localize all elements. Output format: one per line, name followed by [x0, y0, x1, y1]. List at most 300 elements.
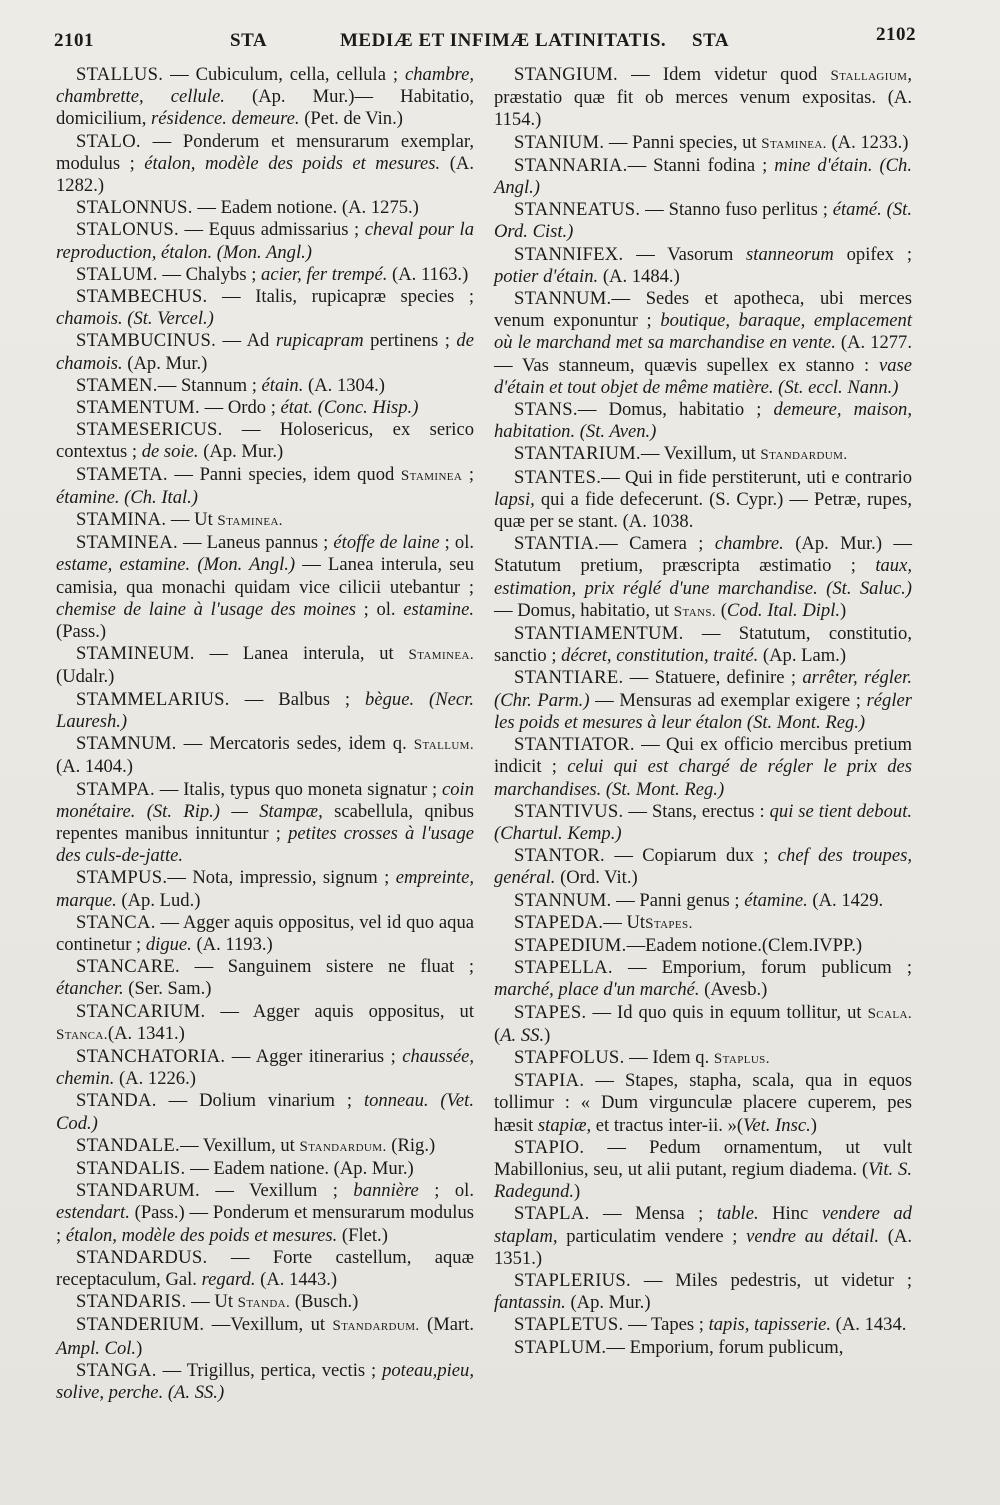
- french-gloss: arrêter, régler. (Chr. Parm.): [494, 667, 912, 711]
- headword: STANNEATUS.: [514, 199, 641, 221]
- french-gloss: mine d'étain. (Ch. Angl.): [494, 154, 912, 199]
- french-gloss: décret, constitution, traité.: [561, 645, 759, 667]
- definition-text: (Ap. Mur.)— Habitatio, domicilium,: [56, 86, 475, 130]
- cross-reference: Standardum.: [299, 1138, 387, 1155]
- french-gloss: digue.: [145, 933, 192, 955]
- definition-text: — Ponderum et mensurarum exemplar, modulus ;: [56, 130, 474, 174]
- headword: STAMINA.: [76, 509, 167, 531]
- french-gloss: vase d'étain et tout objet de même matière. (St. eccl. Nann.): [494, 354, 912, 398]
- headword: STAPES.: [514, 1001, 587, 1023]
- headword: STANGA.: [76, 1359, 157, 1381]
- headword: STANNUM.: [514, 889, 612, 911]
- definition-text: — Idem q.: [624, 1046, 714, 1068]
- french-gloss: acier, fer trempé.: [261, 263, 388, 285]
- french-gloss: Cod. Ital. Dipl.: [726, 599, 841, 621]
- headword: STANTIARE.: [514, 667, 624, 689]
- cross-reference: Stallagium: [830, 68, 908, 84]
- dictionary-entry: [494, 64, 912, 132]
- definition-text: — Mensa ;: [589, 1203, 717, 1225]
- french-gloss: chambre, chambrette, cellule.: [56, 64, 474, 108]
- dictionary-entry: [56, 375, 474, 397]
- french-gloss: tonneau. (Vet. Cod.): [56, 1090, 474, 1134]
- french-gloss: régler les poids et mesures à leur étalon (St. Mont. Reg.): [494, 689, 912, 733]
- dictionary-entry: [494, 912, 912, 935]
- definition-text: ; ol.: [439, 532, 475, 554]
- definition-text: (A. 1484.): [598, 265, 680, 287]
- dictionary-entry: [494, 288, 912, 399]
- french-gloss: vendere ad staplam,: [494, 1203, 912, 1247]
- definition-text: — Stannum ;: [157, 374, 262, 396]
- headword: STAMENTUM.: [76, 397, 200, 419]
- cross-reference: Staminea: [400, 467, 463, 484]
- definition-text: (A. 1304.): [303, 374, 385, 396]
- headword: STALLUS.: [76, 64, 164, 85]
- definition-text: — Pedum ornamentum, ut vult Mabillonius, seu, ut alii putant, regium diadema. (: [494, 1136, 912, 1180]
- definition-text: (: [494, 1024, 501, 1046]
- dictionary-entry: [56, 532, 474, 643]
- definition-text: — Dolium vinarium ;: [156, 1090, 364, 1112]
- headword: STANIUM.: [514, 131, 605, 153]
- definition-text: — Laneus pannus ;: [177, 532, 334, 554]
- definition-text: — Stanni fodina ;: [627, 154, 775, 176]
- definition-text: — Copiarum dux ;: [604, 845, 778, 867]
- definition-text: ): [544, 1024, 551, 1046]
- headword: STANTIATOR.: [514, 734, 635, 756]
- dictionary-entry: [494, 1337, 912, 1359]
- french-gloss: étamine. (Ch. Ital.): [56, 486, 199, 508]
- cross-reference: Staminea.: [761, 135, 827, 152]
- dictionary-entry: [494, 1270, 912, 1314]
- headword: STANCARE.: [76, 956, 181, 978]
- headword: STANNARIA.: [514, 154, 628, 176]
- french-gloss: chamois. (St. Vercel.): [56, 308, 214, 330]
- french-gloss: potier d'étain.: [494, 265, 599, 287]
- french-gloss: estamine.: [403, 598, 474, 620]
- definition-text: — Panni species, idem quod: [167, 463, 401, 485]
- definition-text: ; ol.: [418, 1180, 474, 1202]
- definition-text: qui a fide defecerunt. (S. Cypr.) — Petræ, rupes, quæ per se stant. (A. 1038.: [494, 488, 912, 533]
- definition-text: ): [840, 599, 847, 621]
- dictionary-entry: [494, 1314, 912, 1336]
- definition-text: — Vasorum: [623, 243, 747, 265]
- definition-text: — Equus admissarius ;: [178, 219, 365, 241]
- french-gloss: regard.: [201, 1268, 256, 1290]
- dictionary-entry: [56, 464, 474, 509]
- definition-text: — Emporium, forum publicum ;: [612, 957, 912, 979]
- french-gloss: marché, place d'un marché.: [494, 979, 700, 1001]
- headword: STANDARDUS.: [76, 1246, 208, 1268]
- definition-text: — Agger aquis oppositus, ut: [205, 1000, 474, 1022]
- dictionary-entry: [494, 443, 912, 466]
- dictionary-entry: [56, 1135, 474, 1158]
- definition-text: (Ord. Vit.): [555, 867, 638, 889]
- french-gloss: boutique, baraque, emplacement où le marchand met sa marchandise en vente.: [494, 310, 912, 354]
- definition-text: —Vexillum, ut: [204, 1314, 333, 1336]
- french-gloss: empreinte, marque.: [56, 867, 474, 911]
- definition-text: — Ad: [216, 330, 276, 352]
- headword: STAMEN.: [76, 374, 158, 396]
- dictionary-entry: [56, 219, 474, 263]
- dictionary-entry: [494, 1137, 912, 1204]
- definition-text: (A. 1404.): [56, 756, 133, 778]
- definition-text: (Ap. Mur.): [565, 1292, 651, 1314]
- headword: STALO.: [76, 130, 141, 152]
- french-gloss: étoffe de laine: [333, 532, 440, 554]
- definition-text: (Busch.): [290, 1291, 359, 1313]
- dictionary-entry: [494, 667, 912, 734]
- definition-text: (Pass.): [56, 621, 107, 643]
- french-gloss: bègue. (Necr. Lauresh.): [56, 688, 474, 732]
- dictionary-entry: [56, 1360, 474, 1404]
- definition-text: (A. 1193.): [191, 933, 273, 955]
- headword: STAPEDIUM.: [514, 934, 627, 956]
- cross-reference: Stallum.: [413, 737, 474, 754]
- french-gloss: étancher.: [56, 978, 124, 1000]
- definition-text: — Balbus ;: [229, 688, 366, 710]
- definition-text: — Holosericus, ex serico contextus ;: [56, 419, 474, 463]
- dictionary-entry: [494, 623, 912, 667]
- dictionary-entry: [56, 1291, 474, 1314]
- definition-text: — Domus, habitatio, ut: [494, 599, 674, 621]
- headword: STAMPA.: [76, 778, 155, 800]
- french-gloss: stanneorum: [746, 243, 834, 265]
- definition-text: (Pet. de Vin.): [299, 108, 403, 130]
- definition-text: — Id quo quis in equum tollitur, ut: [586, 1001, 868, 1023]
- running-title: MEDIÆ ET INFIMÆ LATINITATIS.: [340, 30, 667, 51]
- headword: STAMESERICUS.: [76, 419, 223, 441]
- definition-text: — Ordo ;: [199, 397, 281, 419]
- definition-text: — Italis, typus quo moneta signatur ;: [154, 778, 442, 800]
- guide-word-left: STA: [230, 30, 268, 51]
- definition-text: — Chalybs ;: [157, 263, 262, 285]
- dictionary-entry: [56, 779, 474, 868]
- definition-text: (A. 1341.): [107, 1022, 185, 1044]
- definition-text: ;: [462, 463, 474, 485]
- definition-text: (A. 1443.): [255, 1268, 338, 1290]
- french-gloss: estame, estamine. (Mon. Angl.): [56, 554, 296, 576]
- definition-text: — Vexillum, ut: [180, 1134, 300, 1156]
- headword: STAMNUM.: [76, 733, 177, 755]
- definition-text: — Ut: [603, 911, 646, 933]
- definition-text: (Udalr.): [56, 666, 115, 688]
- headword: STANTOR.: [514, 845, 605, 867]
- french-gloss: rupicapram: [275, 330, 364, 352]
- dictionary-entry: [56, 733, 474, 778]
- french-gloss: petites crosses à l'usage des culs-de-jatte.: [56, 822, 474, 867]
- dictionary-entry: [494, 1203, 912, 1270]
- dictionary-entry: [56, 867, 474, 911]
- cross-reference: Staminea.: [217, 513, 283, 530]
- dictionary-entry: [56, 912, 474, 956]
- headword: STANDALE.: [76, 1134, 180, 1156]
- headword: STALONUS.: [76, 219, 179, 241]
- definition-text: scabellula, qnibus repentes manibus innituntur ;: [56, 800, 475, 844]
- dictionary-entry: [56, 286, 474, 330]
- definition-text: Hinc: [758, 1203, 822, 1225]
- definition-text: — Stanno fuso perlitus ;: [640, 199, 833, 221]
- definition-text: — Vexillum, ut: [640, 443, 761, 465]
- dictionary-entry: [56, 419, 474, 463]
- french-gloss: chemise de laine à l'usage des moines: [56, 598, 356, 620]
- definition-text: — Sanguinem sistere ne fluat ;: [180, 956, 474, 978]
- dictionary-entry: [494, 734, 912, 801]
- definition-text: — Statuere, definire ;: [623, 667, 803, 689]
- page-number-right: 2102: [876, 24, 916, 45]
- headword: STANGIUM.: [514, 64, 618, 85]
- definition-text: (Rig.): [386, 1134, 436, 1156]
- headword: STANDARIS.: [76, 1291, 187, 1313]
- headword: STAMETA.: [76, 463, 168, 485]
- dictionary-entry: [56, 131, 474, 198]
- dictionary-entry: [494, 845, 912, 889]
- definition-text: (A. 1434.: [831, 1314, 907, 1336]
- definition-text: (Avesb.): [699, 979, 768, 1001]
- definition-text: ): [810, 1114, 817, 1136]
- dictionary-entry: [56, 264, 474, 286]
- cross-reference: Staplus.: [713, 1050, 770, 1067]
- definition-text: — Agger itinerarius ;: [225, 1045, 403, 1067]
- headword: STAPIO.: [514, 1136, 585, 1158]
- dictionary-entry: [56, 1247, 474, 1291]
- dictionary-entry: [56, 509, 474, 532]
- definition-text: (Ser. Sam.): [123, 978, 212, 1000]
- headword: STAPLUM.: [514, 1336, 607, 1358]
- definition-text: (Ap. Mur.) — Statutum pretium, præscripta æstimatio ;: [494, 533, 912, 577]
- french-gloss: chef des troupes, genéral.: [494, 845, 912, 889]
- french-gloss: étamé. (St. Ord. Cist.): [494, 199, 912, 243]
- definition-text: — Qui ex officio mercibus pretium indicit ;: [494, 734, 912, 778]
- french-gloss: A. SS.: [500, 1024, 545, 1046]
- definition-text: — Panni species, ut: [604, 131, 762, 153]
- definition-text: — Stapes, stapha, scala, qua in equos tollimur : « Dum virgunculæ placere cuperem, pes hæsit: [494, 1070, 912, 1136]
- dictionary-entry: [494, 890, 912, 912]
- headword: STANTIAMENTUM.: [514, 623, 684, 645]
- definition-text: — Trigillus, pertica, vectis ;: [156, 1359, 383, 1381]
- dictionary-entry: [56, 1090, 474, 1134]
- definition-text: — Mercatoris sedes, idem q.: [176, 733, 414, 755]
- definition-text: — Emporium, forum publicum,: [606, 1336, 844, 1358]
- headword: STAMINEUM.: [76, 643, 195, 665]
- definition-text: (Pass.) — Ponderum et mensurarum modulus ;: [56, 1202, 474, 1246]
- running-header: [50, 24, 916, 56]
- definition-text: (A. 1226.): [114, 1068, 196, 1090]
- french-gloss: Vet. Insc.: [743, 1114, 811, 1136]
- definition-text: ): [136, 1337, 143, 1359]
- definition-text: — Qui in fide perstiterunt, uti e contrario: [601, 466, 912, 488]
- definition-text: — Italis, rupicapræ species ;: [207, 286, 474, 308]
- headword: STANCHATORIA.: [76, 1045, 226, 1067]
- definition-text: — Domus, habitatio ;: [577, 399, 774, 421]
- definition-text: (Ap. Mur.): [198, 441, 284, 463]
- french-gloss: Ampl. Col.: [56, 1337, 137, 1359]
- dictionary-entry: [494, 244, 912, 288]
- dictionary-entry: [494, 155, 912, 199]
- french-gloss: état. (Conc. Hisp.): [280, 397, 419, 419]
- dictionary-entry: [494, 957, 912, 1001]
- definition-text: pertinens ;: [363, 330, 457, 352]
- definition-text: — Statutum, constitutio, sanctio ;: [494, 623, 912, 667]
- dictionary-entry: [56, 1158, 474, 1180]
- definition-text: (Ap. Lud.): [116, 889, 201, 911]
- headword: STAPLERIUS.: [514, 1269, 632, 1291]
- headword: STAPFOLUS.: [514, 1046, 625, 1068]
- headword: STAPELLA.: [514, 957, 613, 979]
- french-gloss: demeure, maison, habitation. (St. Aven.): [494, 399, 912, 443]
- headword: STANTIA.: [514, 533, 600, 555]
- french-gloss: coin monétaire. (St. Rip.) — Stampæ,: [56, 778, 474, 822]
- right-column: [494, 64, 912, 1359]
- definition-text: — Cubiculum, cella, cellula ;: [163, 64, 405, 85]
- definition-text: (A. 1163.): [387, 263, 469, 285]
- french-gloss: qui se tient debout. (Chartul. Kemp.): [494, 800, 913, 844]
- definition-text: (A. 1351.): [494, 1225, 912, 1269]
- headword: STAMBUCINUS.: [76, 330, 217, 352]
- definition-text: — Ut: [166, 509, 218, 531]
- definition-text: — Eadem notione. (A. 1275.): [192, 197, 419, 219]
- definition-text: ; ol.: [355, 598, 404, 620]
- definition-text: (Flet.): [337, 1224, 388, 1246]
- french-gloss: résidence. demeure.: [151, 108, 300, 130]
- definition-text: — Stans, erectus :: [623, 800, 770, 822]
- cross-reference: Standa.: [237, 1295, 291, 1312]
- definition-text: — Idem videtur quod: [618, 64, 831, 85]
- french-gloss: vendre au détail.: [746, 1225, 880, 1247]
- definition-text: — Nota, impressio, signum ;: [167, 867, 396, 889]
- definition-text: (A. 1429.: [807, 889, 884, 911]
- dictionary-entry: [56, 330, 474, 374]
- definition-text: — Lanea interula, seu camisia, qua monachi quidam vice cilicii utebantur ;: [56, 554, 475, 598]
- definition-text: — Ut: [186, 1291, 238, 1313]
- dictionary-entry: [494, 399, 912, 443]
- french-gloss: de chamois.: [56, 330, 474, 374]
- definition-text: et tractus inter-ii. »(: [591, 1114, 744, 1136]
- dictionary-entry: [56, 956, 474, 1000]
- dictionary-entry: [494, 467, 912, 534]
- dictionary-entry: [56, 1001, 474, 1046]
- headword: STANDERIUM.: [76, 1314, 205, 1336]
- definition-text: — Miles pedestris, ut videtur ;: [631, 1269, 912, 1291]
- headword: STAMMELARIUS.: [76, 688, 230, 710]
- french-gloss: celui qui est chargé de régler le prix des marchandises. (St. Mont. Reg.): [494, 756, 912, 800]
- french-gloss: lapsi,: [494, 488, 535, 510]
- headword: STANS.: [514, 399, 578, 421]
- headword: STANDARUM.: [76, 1180, 200, 1202]
- definition-text: opifex ;: [833, 243, 912, 265]
- page-number-left: 2101: [54, 30, 94, 51]
- french-gloss: de soie.: [141, 441, 199, 463]
- cross-reference: Staminea.: [408, 647, 474, 664]
- definition-text: — Panni genus ;: [611, 889, 745, 911]
- headword: STANTARIUM.: [514, 443, 641, 465]
- cross-reference: Stanca.: [56, 1026, 108, 1043]
- headword: STALUM.: [76, 263, 158, 285]
- headword: STAPLA.: [514, 1203, 590, 1225]
- headword: STANNIFEX.: [514, 243, 624, 265]
- headword: STAPIA.: [514, 1070, 585, 1092]
- guide-word-right: STA: [692, 30, 730, 51]
- definition-text: — Tapes ;: [623, 1314, 709, 1336]
- headword: STANCARIUM.: [76, 1000, 206, 1022]
- dictionary-entry: [56, 1314, 474, 1359]
- french-gloss: chaussée, chemin.: [56, 1045, 474, 1090]
- definition-text: (Ap. Mur.): [122, 352, 208, 374]
- headword: STANTES.: [514, 466, 602, 488]
- definition-text: — Eadem natione. (Ap. Mur.): [185, 1157, 414, 1179]
- dictionary-entry: [494, 132, 912, 155]
- dictionary-entry: [56, 643, 474, 688]
- french-gloss: estendart.: [56, 1202, 130, 1224]
- definition-text: , præstatio quæ fit ob merces venum expositas. (A. 1154.): [494, 64, 912, 131]
- french-gloss: taux, estimation, prix réglé d'une marchandise. (St. Saluc.): [494, 555, 912, 599]
- dictionary-entry: [494, 935, 912, 957]
- dictionary-entry: [494, 1070, 912, 1137]
- definition-text: — Vexillum ;: [199, 1180, 354, 1202]
- dictionary-entry: [56, 1180, 474, 1247]
- french-gloss: Vit. S. Radegund.: [494, 1158, 912, 1203]
- definition-text: — Mensuras ad exemplar exigere ;: [589, 689, 867, 711]
- definition-text: — Lanea interula, ut: [194, 643, 409, 665]
- left-column: [56, 64, 474, 1404]
- headword: STAMPUS.: [76, 867, 168, 889]
- dictionary-entry: [56, 1046, 474, 1090]
- french-gloss: étalon, modèle des poids et mesures.: [144, 152, 441, 174]
- headword: STANTIVUS.: [514, 800, 624, 822]
- dictionary-entry: [494, 533, 912, 623]
- dictionary-entry: [494, 801, 912, 845]
- dictionary-entry: [494, 199, 912, 243]
- definition-text: (A. 1277. — Vas stanneum, quævis supellex ex stanno :: [494, 332, 912, 376]
- definition-text: (Mart.: [419, 1314, 474, 1336]
- cross-reference: Scala.: [867, 1005, 912, 1022]
- definition-text: —Eadem notione.(Clem.IVPP.): [626, 934, 863, 956]
- french-gloss: étamine.: [744, 889, 808, 911]
- dictionary-entry: [56, 197, 474, 219]
- french-gloss: étain.: [261, 374, 304, 396]
- french-gloss: bannière: [353, 1180, 419, 1202]
- definition-text: — Sedes et apotheca, ubi merces venum exponuntur ;: [494, 288, 912, 332]
- headword: STANDA.: [76, 1090, 157, 1112]
- cross-reference: Standardum.: [332, 1318, 420, 1335]
- headword: STAPEDA.: [514, 911, 604, 933]
- french-gloss: cheval pour la reproduction, étalon. (Mon. Angl.): [56, 219, 474, 263]
- headword: STAMBECHUS.: [76, 286, 208, 308]
- definition-text: particulatim vendere ;: [557, 1225, 747, 1247]
- dictionary-entry: [56, 397, 474, 419]
- french-gloss: fantassin.: [494, 1292, 566, 1314]
- headword: STALONNUS.: [76, 197, 193, 219]
- definition-text: ): [574, 1181, 581, 1203]
- definition-text: (A. 1233.): [826, 131, 909, 153]
- french-gloss: tapis, tapisserie.: [708, 1314, 832, 1336]
- dictionary-entry: [56, 64, 474, 131]
- dictionary-entry: [494, 1047, 912, 1070]
- dictionary-entry: [56, 689, 474, 733]
- cross-reference: Standardum.: [760, 447, 848, 464]
- headword: STANNUM.: [514, 288, 612, 310]
- french-gloss: poteau,pieu, solive, perche. (A. SS.): [56, 1359, 474, 1403]
- french-gloss: table.: [716, 1203, 759, 1225]
- headword: STAPLETUS.: [514, 1314, 624, 1336]
- definition-text: — Camera ;: [599, 533, 715, 555]
- cross-reference: Stapes.: [645, 915, 693, 932]
- definition-text: — Forte castellum, aquæ receptaculum, Gal.: [56, 1246, 474, 1290]
- definition-text: (Ap. Lam.): [758, 645, 847, 667]
- french-gloss: étalon, modèle des poids et mesures.: [65, 1224, 338, 1246]
- headword: STANDALIS.: [76, 1157, 186, 1179]
- french-gloss: chambre.: [714, 533, 784, 555]
- dictionary-entry: [494, 1002, 912, 1047]
- definition-text: — Agger aquis oppositus, vel id quo aqua continetur ;: [56, 911, 474, 955]
